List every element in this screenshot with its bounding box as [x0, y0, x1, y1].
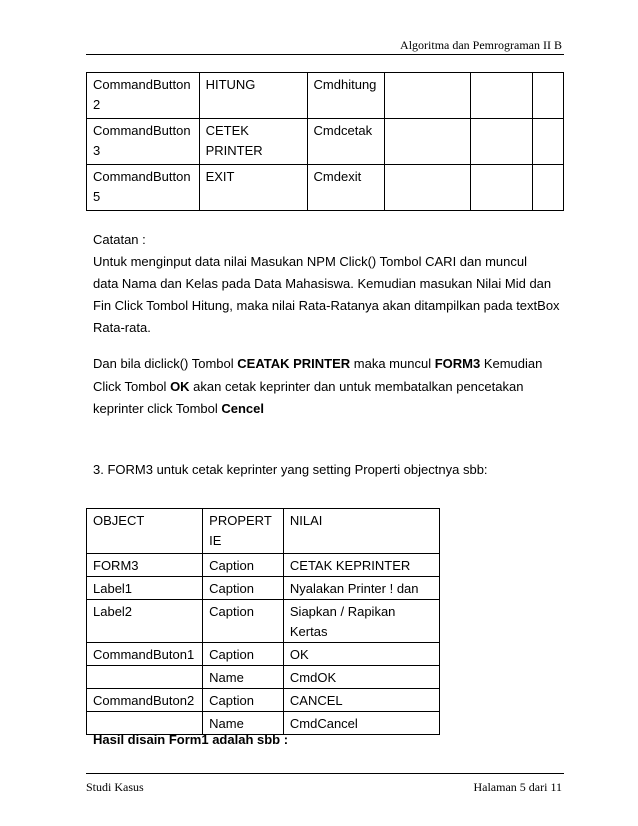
table-row [87, 689, 440, 712]
table-header-row [87, 509, 440, 554]
table-cell: Label1 [87, 577, 203, 600]
table-cell [532, 165, 563, 211]
table-cell: Caption [203, 600, 284, 643]
table-cell: CmdOK [283, 666, 439, 689]
notes-paragraph-2-line-1: Dan bila diclick() Tombol CEATAK PRINTER maka muncul FORM3 Kemudian [93, 356, 543, 371]
notes-line: Untuk menginput data nilai Masukan NPM Click() Tombol CARI dan muncul [93, 254, 528, 269]
notes-paragraph-2-line-3: keprinter click Tombol Cencel [93, 401, 265, 416]
table-cell: CommandButton 2 [87, 73, 200, 119]
table-row [87, 600, 440, 643]
table-cell: Name [203, 712, 284, 735]
table-cell [471, 73, 532, 119]
table-cell [385, 73, 471, 119]
notes-line: Fin Click Tombol Hitung, maka nilai Rata-Ratanya akan ditampilkan pada textBox [93, 298, 560, 313]
table-cell: Siapkan / Rapikan Kertas [283, 600, 439, 643]
table-cell: Name [203, 666, 284, 689]
table-row [87, 643, 440, 666]
section-3-heading: 3. FORM3 untuk cetak keprinter yang setting Properti objectnya sbb: [93, 462, 488, 477]
page-header-title: Algoritma dan Pemrograman II B [400, 38, 562, 52]
table-row [87, 73, 564, 119]
table-cell: CommandButon1 [87, 643, 203, 666]
result-heading: Hasil disain Form1 adalah sbb : [93, 732, 289, 747]
table-cell: CmdCancel [283, 712, 439, 735]
column-header: PROPERTIE [203, 509, 284, 554]
column-header: OBJECT [87, 509, 203, 554]
footer-label: Studi Kasus [86, 780, 144, 794]
table-cell: CANCEL [283, 689, 439, 712]
table-cell: Nyalakan Printer ! dan [283, 577, 439, 600]
table-cell: Caption [203, 554, 284, 577]
page-number: Halaman 5 dari 11 [473, 780, 562, 794]
table-cell [471, 119, 532, 165]
form3-properties-table [86, 508, 440, 735]
footer-rule [86, 773, 564, 774]
table-cell: CETEK PRINTER [199, 119, 307, 165]
table-cell [87, 666, 203, 689]
table-cell: Cmdcetak [307, 119, 385, 165]
table-row [87, 666, 440, 689]
notes-line: Rata-rata. [93, 320, 151, 335]
column-header: NILAI [283, 509, 439, 554]
notes-line: data Nama dan Kelas pada Data Mahasiswa. Kemudian masukan Nilai Mid dan [93, 276, 552, 291]
table-cell: CommandButon2 [87, 689, 203, 712]
table-cell: CommandButton 3 [87, 119, 200, 165]
table-cell: Caption [203, 577, 284, 600]
notes-heading: Catatan : [93, 232, 146, 247]
table-cell: CommandButton 5 [87, 165, 200, 211]
table-row [87, 554, 440, 577]
table-cell: Cmdexit [307, 165, 385, 211]
table-cell [385, 119, 471, 165]
header-rule [86, 54, 564, 55]
table-cell: Label2 [87, 600, 203, 643]
table-cell: HITUNG [199, 73, 307, 119]
table-cell [471, 165, 532, 211]
table-cell: Caption [203, 689, 284, 712]
table-row [87, 165, 564, 211]
table-cell: OK [283, 643, 439, 666]
table-row [87, 577, 440, 600]
table-cell: EXIT [199, 165, 307, 211]
table-row [87, 119, 564, 165]
table-cell [532, 119, 563, 165]
table-cell [532, 73, 563, 119]
table-cell: Cmdhitung [307, 73, 385, 119]
table-cell: CETAK KEPRINTER [283, 554, 439, 577]
table-cell [385, 165, 471, 211]
notes-paragraph-2-line-2: Click Tombol OK akan cetak keprinter dan untuk membatalkan pencetakan [93, 379, 524, 394]
properties-table-continued [86, 72, 564, 211]
table-cell: Caption [203, 643, 284, 666]
table-cell: FORM3 [87, 554, 203, 577]
